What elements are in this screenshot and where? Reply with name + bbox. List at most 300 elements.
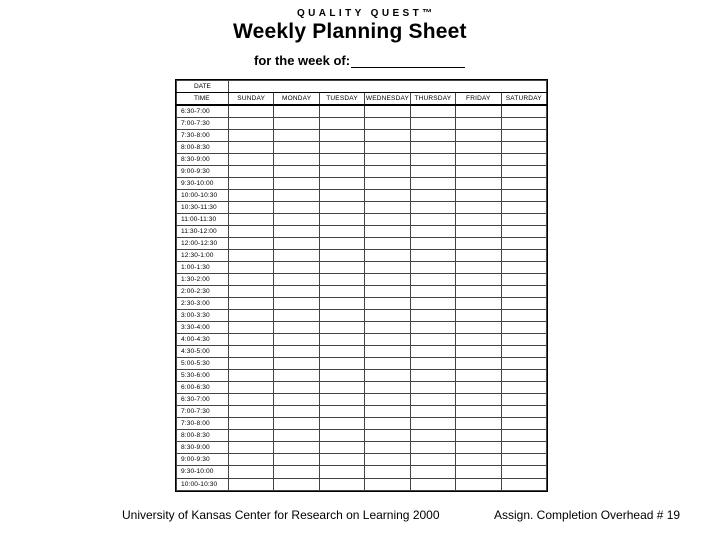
schedule-cell (456, 430, 501, 442)
schedule-cell (274, 478, 319, 491)
schedule-cell (319, 274, 364, 286)
schedule-cell (365, 382, 410, 394)
schedule-cell (410, 310, 455, 322)
schedule-cell (365, 105, 410, 118)
schedule-cell (229, 310, 274, 322)
schedule-cell (274, 238, 319, 250)
schedule-cell (410, 418, 455, 430)
schedule-cell (319, 166, 364, 178)
schedule-cell (365, 298, 410, 310)
schedule-cell (274, 274, 319, 286)
schedule-cell (456, 442, 501, 454)
schedule-cell (365, 214, 410, 226)
schedule-cell (501, 322, 546, 334)
schedule-cell (501, 334, 546, 346)
schedule-cell (410, 478, 455, 491)
time-slot-row (177, 418, 547, 430)
schedule-cell (229, 274, 274, 286)
schedule-cell (410, 334, 455, 346)
brand-label: QUALITY QUEST™ (297, 8, 436, 19)
schedule-cell (410, 394, 455, 406)
schedule-cell (456, 202, 501, 214)
schedule-cell (456, 154, 501, 166)
schedule-cell (319, 394, 364, 406)
time-slot-label: 7:30-8:00 (177, 418, 229, 430)
time-slot-row (177, 238, 547, 250)
time-slot-row (177, 142, 547, 154)
schedule-cell (456, 334, 501, 346)
schedule-cell (456, 466, 501, 478)
schedule-cell (229, 394, 274, 406)
schedule-cell (410, 130, 455, 142)
schedule-cell (501, 418, 546, 430)
time-slot-row (177, 190, 547, 202)
schedule-cell (274, 142, 319, 154)
schedule-cell (410, 262, 455, 274)
schedule-cell (319, 322, 364, 334)
schedule-cell (456, 142, 501, 154)
schedule-cell (410, 442, 455, 454)
time-slot-label: 6:00-6:30 (177, 382, 229, 394)
schedule-cell (501, 105, 546, 118)
schedule-cell (229, 286, 274, 298)
schedule-cell (274, 214, 319, 226)
schedule-cell (456, 190, 501, 202)
schedule-cell (365, 310, 410, 322)
schedule-cell (410, 154, 455, 166)
planning-grid (175, 79, 548, 492)
schedule-cell (456, 346, 501, 358)
schedule-cell (456, 298, 501, 310)
time-slot-row (177, 202, 547, 214)
schedule-cell (274, 178, 319, 190)
schedule-cell (410, 274, 455, 286)
time-slot-label: 8:30-9:00 (177, 442, 229, 454)
time-slot-label: 1:00-1:30 (177, 262, 229, 274)
schedule-cell (274, 322, 319, 334)
schedule-cell (456, 238, 501, 250)
schedule-cell (274, 154, 319, 166)
schedule-cell (410, 454, 455, 466)
schedule-cell (319, 370, 364, 382)
schedule-cell (365, 154, 410, 166)
time-slot-label: 10:00-10:30 (177, 478, 229, 491)
schedule-cell (229, 154, 274, 166)
time-slot-row (177, 358, 547, 370)
schedule-cell (229, 382, 274, 394)
time-slot-row (177, 226, 547, 238)
schedule-cell (365, 406, 410, 418)
schedule-cell (456, 418, 501, 430)
schedule-cell (319, 466, 364, 478)
time-slot-label: 8:30-9:00 (177, 154, 229, 166)
schedule-cell (274, 190, 319, 202)
week-of-label: for the week of: (254, 53, 351, 68)
schedule-cell (410, 250, 455, 262)
time-slot-row (177, 382, 547, 394)
schedule-cell (274, 418, 319, 430)
schedule-cell (501, 346, 546, 358)
schedule-cell (365, 334, 410, 346)
schedule-cell (501, 370, 546, 382)
schedule-cell (274, 406, 319, 418)
schedule-cell (410, 322, 455, 334)
schedule-cell (410, 202, 455, 214)
schedule-cell (274, 262, 319, 274)
schedule-cell (319, 478, 364, 491)
time-slot-label: 12:30-1:00 (177, 250, 229, 262)
schedule-cell (274, 382, 319, 394)
schedule-cell (229, 466, 274, 478)
schedule-cell (501, 442, 546, 454)
schedule-cell (456, 178, 501, 190)
schedule-cell (319, 202, 364, 214)
time-slot-label: 12:00-12:30 (177, 238, 229, 250)
schedule-cell (365, 202, 410, 214)
schedule-cell (501, 214, 546, 226)
schedule-cell (229, 178, 274, 190)
time-slot-label: 7:30-8:00 (177, 130, 229, 142)
schedule-cell (410, 238, 455, 250)
schedule-cell (456, 322, 501, 334)
schedule-cell (501, 358, 546, 370)
time-slot-row (177, 406, 547, 418)
schedule-cell (319, 310, 364, 322)
schedule-cell (229, 190, 274, 202)
day-header-thursday: THURSDAY (410, 93, 455, 106)
footer-overhead-number: Assign. Completion Overhead # 19 (494, 508, 681, 522)
time-slot-row (177, 274, 547, 286)
schedule-cell (229, 142, 274, 154)
schedule-cell (501, 250, 546, 262)
schedule-cell (229, 226, 274, 238)
schedule-cell (274, 130, 319, 142)
schedule-cell (319, 442, 364, 454)
time-slot-row (177, 286, 547, 298)
day-header-wednesday: WEDNESDAY (365, 93, 410, 106)
schedule-cell (410, 226, 455, 238)
schedule-cell (501, 178, 546, 190)
time-slot-label: 9:30-10:00 (177, 178, 229, 190)
time-slot-row (177, 178, 547, 190)
schedule-cell (501, 298, 546, 310)
time-slot-label: 8:00-8:30 (177, 430, 229, 442)
schedule-cell (501, 238, 546, 250)
time-slot-label: 6:30-7:00 (177, 394, 229, 406)
schedule-cell (274, 442, 319, 454)
schedule-cell (365, 358, 410, 370)
schedule-cell (501, 430, 546, 442)
schedule-cell (410, 214, 455, 226)
schedule-cell (365, 178, 410, 190)
schedule-cell (456, 286, 501, 298)
schedule-cell (501, 394, 546, 406)
day-header-row (177, 93, 547, 106)
schedule-cell (229, 418, 274, 430)
time-slot-row (177, 334, 547, 346)
schedule-cell (456, 118, 501, 130)
schedule-cell (274, 202, 319, 214)
time-header: TIME (177, 93, 229, 106)
schedule-cell (274, 394, 319, 406)
schedule-cell (319, 142, 364, 154)
schedule-cell (319, 118, 364, 130)
schedule-cell (365, 262, 410, 274)
schedule-cell (365, 478, 410, 491)
schedule-cell (229, 238, 274, 250)
schedule-cell (274, 250, 319, 262)
time-slot-row (177, 105, 547, 118)
schedule-cell (274, 370, 319, 382)
schedule-cell (501, 286, 546, 298)
time-slot-row (177, 250, 547, 262)
schedule-cell (319, 298, 364, 310)
schedule-cell (365, 274, 410, 286)
schedule-cell (501, 130, 546, 142)
week-of-row (254, 53, 465, 68)
time-slot-row (177, 262, 547, 274)
schedule-cell (410, 466, 455, 478)
schedule-cell (365, 466, 410, 478)
schedule-cell (229, 358, 274, 370)
schedule-cell (501, 142, 546, 154)
page-title: Weekly Planning Sheet (233, 20, 467, 43)
schedule-cell (229, 250, 274, 262)
schedule-cell (319, 418, 364, 430)
time-slot-row (177, 310, 547, 322)
time-slot-label: 4:30-5:00 (177, 346, 229, 358)
schedule-cell (365, 286, 410, 298)
time-slot-label: 7:00-7:30 (177, 406, 229, 418)
schedule-cell (229, 202, 274, 214)
schedule-cell (501, 154, 546, 166)
date-header: DATE (177, 81, 229, 93)
schedule-cell (410, 105, 455, 118)
schedule-cell (274, 358, 319, 370)
time-slot-label: 9:30-10:00 (177, 466, 229, 478)
schedule-cell (456, 250, 501, 262)
time-slot-row (177, 478, 547, 491)
schedule-cell (229, 334, 274, 346)
schedule-cell (365, 190, 410, 202)
time-slot-label: 2:30-3:00 (177, 298, 229, 310)
time-slot-row (177, 442, 547, 454)
schedule-cell (229, 478, 274, 491)
schedule-cell (501, 118, 546, 130)
schedule-cell (456, 454, 501, 466)
time-slot-label: 9:00-9:30 (177, 454, 229, 466)
time-slot-row (177, 346, 547, 358)
day-header-friday: FRIDAY (456, 93, 501, 106)
schedule-cell (319, 286, 364, 298)
schedule-cell (365, 370, 410, 382)
schedule-cell (229, 454, 274, 466)
schedule-cell (229, 346, 274, 358)
schedule-cell (365, 250, 410, 262)
schedule-cell (410, 286, 455, 298)
schedule-cell (229, 370, 274, 382)
time-slot-row (177, 118, 547, 130)
schedule-cell (229, 118, 274, 130)
schedule-cell (365, 166, 410, 178)
schedule-cell (365, 394, 410, 406)
schedule-cell (229, 430, 274, 442)
schedule-cell (365, 418, 410, 430)
time-slot-label: 11:00-11:30 (177, 214, 229, 226)
time-slot-row (177, 154, 547, 166)
schedule-cell (501, 310, 546, 322)
time-slot-row (177, 166, 547, 178)
week-of-blank-line (351, 55, 465, 68)
schedule-cell (410, 358, 455, 370)
schedule-cell (319, 358, 364, 370)
time-slot-row (177, 298, 547, 310)
schedule-cell (365, 130, 410, 142)
schedule-cell (229, 262, 274, 274)
time-slot-row (177, 430, 547, 442)
schedule-cell (365, 322, 410, 334)
schedule-cell (319, 334, 364, 346)
schedule-cell (319, 226, 364, 238)
schedule-cell (410, 430, 455, 442)
schedule-cell (319, 214, 364, 226)
schedule-cell (365, 142, 410, 154)
schedule-cell (229, 130, 274, 142)
day-header-sunday: SUNDAY (229, 93, 274, 106)
schedule-cell (319, 238, 364, 250)
schedule-cell (274, 118, 319, 130)
time-slot-label: 5:00-5:30 (177, 358, 229, 370)
schedule-cell (501, 202, 546, 214)
time-slot-label: 1:30-2:00 (177, 274, 229, 286)
schedule-cell (410, 118, 455, 130)
schedule-cell (501, 478, 546, 491)
schedule-cell (365, 238, 410, 250)
schedule-cell (456, 394, 501, 406)
schedule-cell (410, 382, 455, 394)
time-slot-label: 9:00-9:30 (177, 166, 229, 178)
schedule-cell (274, 310, 319, 322)
time-slot-label: 10:30-11:30 (177, 202, 229, 214)
schedule-cell (501, 406, 546, 418)
time-slot-row (177, 394, 547, 406)
time-slot-label: 8:00-8:30 (177, 142, 229, 154)
time-slot-row (177, 466, 547, 478)
schedule-cell (456, 406, 501, 418)
schedule-cell (319, 154, 364, 166)
time-slot-label: 5:30-6:00 (177, 370, 229, 382)
time-slot-label: 2:00-2:30 (177, 286, 229, 298)
schedule-cell (229, 105, 274, 118)
schedule-cell (319, 406, 364, 418)
schedule-cell (456, 105, 501, 118)
time-slot-label: 11:30-12:00 (177, 226, 229, 238)
schedule-cell (319, 190, 364, 202)
schedule-cell (410, 346, 455, 358)
schedule-cell (456, 166, 501, 178)
day-header-saturday: SATURDAY (501, 93, 546, 106)
schedule-cell (501, 382, 546, 394)
schedule-cell (319, 262, 364, 274)
schedule-cell (274, 105, 319, 118)
time-slot-label: 3:30-4:00 (177, 322, 229, 334)
schedule-cell (319, 454, 364, 466)
schedule-cell (365, 442, 410, 454)
schedule-cell (365, 346, 410, 358)
time-slot-label: 3:00-3:30 (177, 310, 229, 322)
schedule-cell (274, 334, 319, 346)
schedule-cell (410, 406, 455, 418)
schedule-cell (319, 130, 364, 142)
time-slot-row (177, 322, 547, 334)
schedule-cell (456, 274, 501, 286)
schedule-cell (274, 430, 319, 442)
schedule-cell (274, 466, 319, 478)
time-slot-label: 10:00-10:30 (177, 190, 229, 202)
schedule-cell (410, 142, 455, 154)
schedule-cell (274, 298, 319, 310)
schedule-cell (456, 370, 501, 382)
schedule-cell (501, 166, 546, 178)
schedule-cell (410, 298, 455, 310)
schedule-cell (229, 442, 274, 454)
schedule-cell (501, 262, 546, 274)
schedule-cell (410, 166, 455, 178)
schedule-cell (365, 226, 410, 238)
schedule-cell (501, 466, 546, 478)
schedule-cell (456, 382, 501, 394)
schedule-cell (274, 166, 319, 178)
schedule-cell (456, 358, 501, 370)
time-slot-label: 6:30-7:00 (177, 105, 229, 118)
schedule-cell (365, 118, 410, 130)
date-header-row (177, 81, 547, 93)
schedule-cell (274, 226, 319, 238)
time-slot-label: 7:00-7:30 (177, 118, 229, 130)
time-slot-label: 4:00-4:30 (177, 334, 229, 346)
footer-credit: University of Kansas Center for Research on Learning 2000 (122, 508, 440, 522)
schedule-cell (456, 262, 501, 274)
schedule-cell (274, 454, 319, 466)
day-header-monday: MONDAY (274, 93, 319, 106)
schedule-cell (501, 274, 546, 286)
schedule-cell (229, 166, 274, 178)
schedule-cell (365, 430, 410, 442)
planning-table (176, 80, 547, 491)
schedule-cell (501, 226, 546, 238)
schedule-cell (319, 105, 364, 118)
schedule-cell (410, 190, 455, 202)
schedule-cell (229, 214, 274, 226)
date-entry-area (229, 81, 547, 93)
schedule-cell (501, 454, 546, 466)
schedule-cell (229, 322, 274, 334)
schedule-cell (456, 478, 501, 491)
schedule-cell (410, 370, 455, 382)
time-slot-row (177, 454, 547, 466)
schedule-cell (319, 346, 364, 358)
schedule-cell (456, 310, 501, 322)
time-slot-row (177, 130, 547, 142)
schedule-cell (319, 178, 364, 190)
schedule-cell (319, 430, 364, 442)
time-slot-row (177, 214, 547, 226)
time-slot-row (177, 370, 547, 382)
schedule-cell (501, 190, 546, 202)
schedule-cell (229, 298, 274, 310)
schedule-cell (319, 250, 364, 262)
schedule-cell (274, 286, 319, 298)
